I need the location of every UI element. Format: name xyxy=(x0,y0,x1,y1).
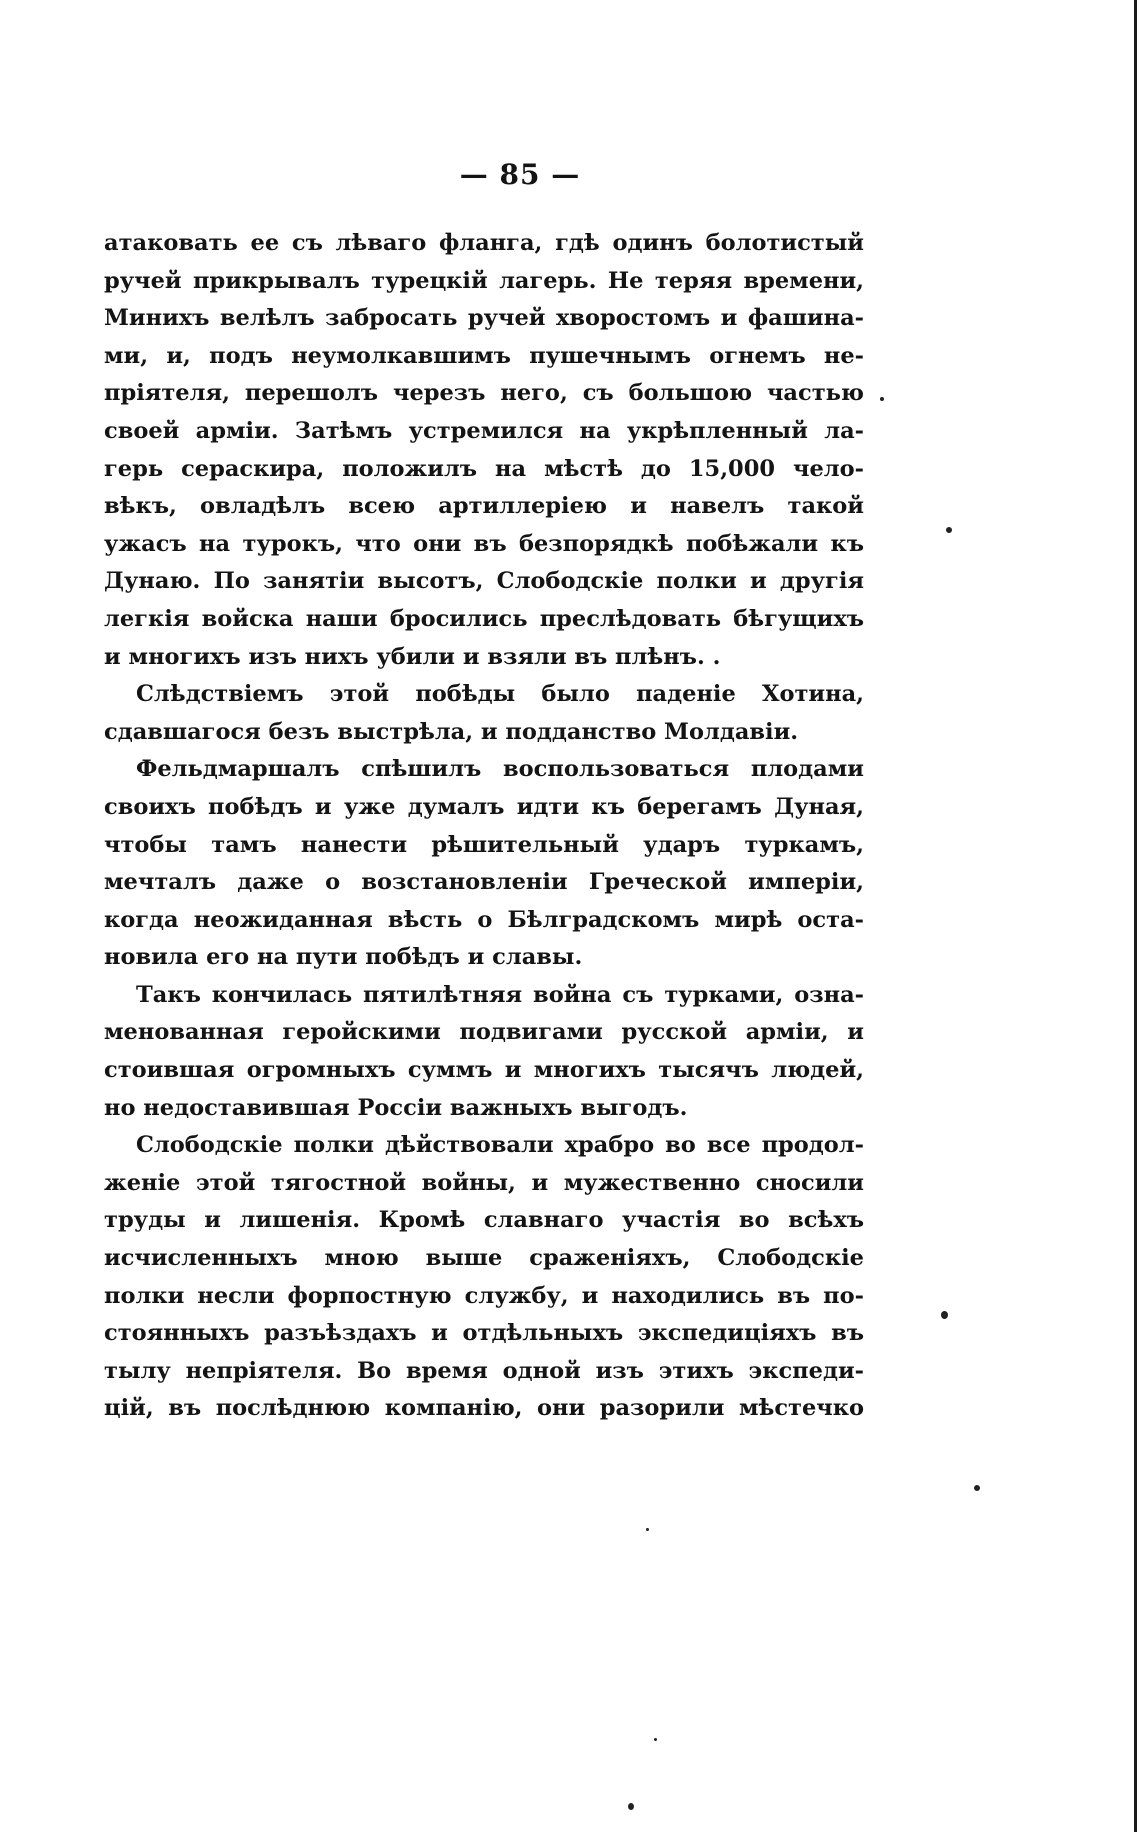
text-line: своей арміи. Затѣмъ устремился на укрѣпленный ла- xyxy=(104,417,864,444)
text-line: труды и лишенія. Кромѣ славнаго участія во всѣхъ xyxy=(104,1207,864,1234)
text-line: женіе этой тягостной войны, и мужественно сносили xyxy=(104,1169,864,1196)
text-line: своихъ побѣдъ и уже думалъ идти къ берегамъ Дуная, xyxy=(104,793,864,820)
text-line: Такъ кончилась пятилѣтняя война съ турками, озна- xyxy=(136,981,864,1008)
scan-speck xyxy=(941,1311,948,1319)
text-line: Минихъ велѣлъ забросать ручей хворостомъ и фашина- xyxy=(104,305,864,332)
text-line: вѣкъ, овладѣлъ всею артиллеріею и навелъ такой xyxy=(104,493,864,520)
text-line: пріятеля, перешолъ черезъ него, съ большою частью xyxy=(104,380,864,407)
body-text xyxy=(104,225,864,1428)
scan-speck xyxy=(646,1528,649,1531)
text-line: новила его на пути побѣдъ и славы. xyxy=(104,944,583,971)
text-line: и многихъ изъ нихъ убили и взяли въ плѣнъ. . xyxy=(104,643,721,670)
text-line: стоянныхъ разъѣздахъ и отдѣльныхъ экспедиціяхъ въ xyxy=(104,1320,864,1347)
scan-speck xyxy=(946,527,952,533)
text-line: менованная геройскими подвигами русской арміи, и xyxy=(104,1019,864,1046)
text-line: чтобы тамъ нанести рѣшительный ударъ туркамъ, xyxy=(104,831,864,858)
text-line: мечталъ даже о возстановленіи Греческой имперіи, xyxy=(104,869,864,896)
paragraph-5 xyxy=(104,1127,864,1428)
text-line: тылу непріятеля. Во время одной изъ этихъ экспеди- xyxy=(104,1357,864,1384)
text-line: но недоставившая Россіи важныхъ выгодъ. xyxy=(104,1094,688,1121)
text-line: стоившая огромныхъ суммъ и многихъ тысячъ людей, xyxy=(104,1057,864,1084)
text-line: атаковать ее съ лѣваго фланга, гдѣ одинъ болотистый xyxy=(104,230,864,256)
scan-speck xyxy=(628,1803,634,1810)
text-line: Слѣдствіемъ этой побѣды было паденіе Хотина, xyxy=(136,681,864,708)
scan-speck xyxy=(880,397,884,401)
text-line: Фельдмаршалъ спѣшилъ воспользоваться плодами xyxy=(136,756,864,783)
text-line: Дунаю. По занятіи высотъ, Слободскіе полки и другія xyxy=(104,568,864,595)
page-edge-line xyxy=(1134,0,1137,1832)
paragraph-4 xyxy=(104,977,864,1127)
text-line: ми, и, подъ неумолкавшимъ пушечнымъ огнемъ не- xyxy=(104,342,864,369)
text-line: полки несли форпостную службу, и находились въ по- xyxy=(104,1282,864,1309)
paragraph-3 xyxy=(104,751,864,977)
paragraph-2 xyxy=(104,676,864,751)
text-line: сдавшагося безъ выстрѣла, и подданство Молдавіи. xyxy=(104,718,799,745)
text-line: ручей прикрывалъ турецкій лагерь. Не теряя времени, xyxy=(104,267,864,294)
paragraph-1 xyxy=(104,225,864,676)
scan-speck xyxy=(974,1485,980,1491)
text-line: ужасъ на турокъ, что они въ безпорядкѣ побѣжали къ xyxy=(104,530,864,557)
text-line: цій, въ послѣднюю компанію, они разорили мѣстечко xyxy=(104,1395,864,1422)
text-line: исчисленныхъ мною выше сраженіяхъ, Слободскіе xyxy=(104,1245,864,1272)
text-line: Слободскіе полки дѣйствовали храбро во все продол- xyxy=(136,1132,864,1159)
text-line: герь сераскира, положилъ на мѣстѣ до 15,000 чело- xyxy=(104,455,864,482)
page-number: — 85 — xyxy=(459,158,581,191)
text-line: легкія войска наши бросились преслѣдовать бѣгущихъ xyxy=(104,605,864,632)
text-line: когда неожиданная вѣсть о Бѣлградскомъ мирѣ оста- xyxy=(104,906,864,933)
scan-speck xyxy=(654,1738,657,1741)
